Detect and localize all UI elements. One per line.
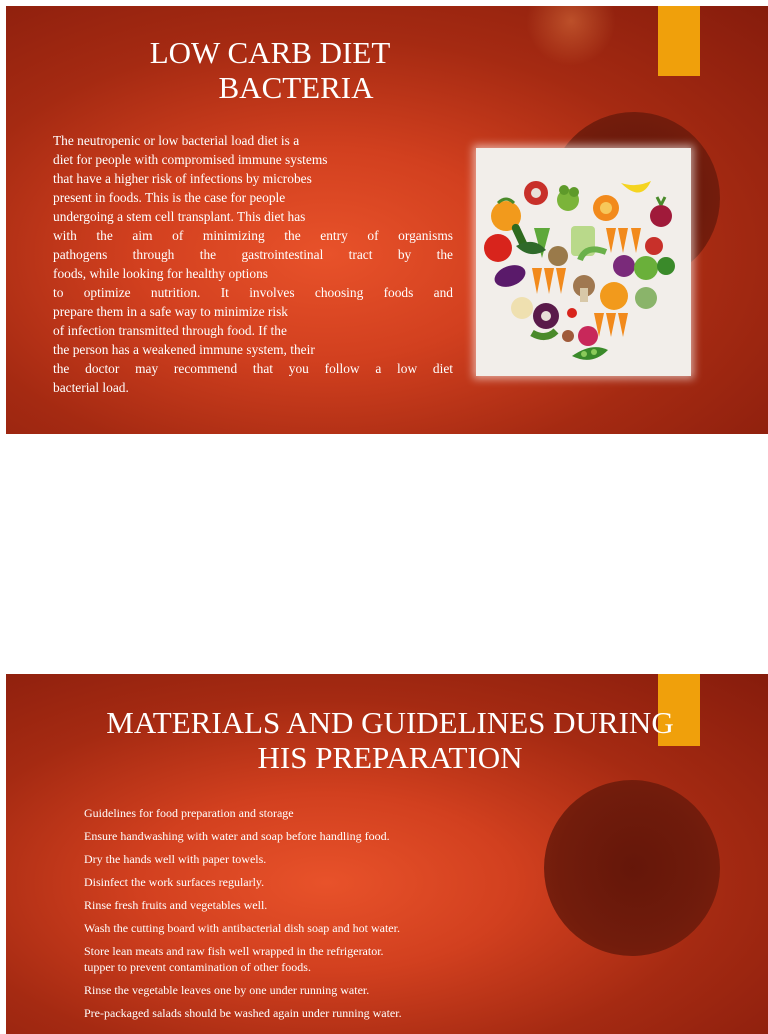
slide-1-title-line-2: BACTERIA (218, 69, 374, 105)
paragraph-line: The neutropenic or low bacterial load diet is a (53, 133, 300, 148)
guidelines-list (66, 806, 726, 1029)
paragraph-line: present in foods. This is the case for people (53, 190, 286, 205)
paragraph-line: undergoing a stem cell transplant. This diet has (53, 209, 306, 224)
slide-2-title-line-2: HIS PREPARATION (257, 739, 523, 775)
list-item: Rinse the vegetable leaves one by one under running water. (84, 982, 370, 997)
paragraph-line: bacterial load. (53, 380, 129, 395)
paragraph-line: prepare them in a safe way to minimize risk (53, 304, 288, 319)
slide-1-paragraph (53, 131, 453, 397)
accent-tab (658, 6, 700, 76)
paragraph-line: the doctor may recommend that you follow a low diet (53, 361, 453, 376)
paragraph-line: the person has a weakened immune system, their (53, 342, 315, 357)
list-item: Rinse fresh fruits and vegetables well. (84, 898, 268, 912)
vegetable-heart-icon (476, 148, 691, 376)
list-item: Disinfect the work surfaces regularly. (84, 875, 265, 889)
paragraph-line: that have a higher risk of infections by microbes (53, 171, 312, 186)
slide-1-title-line-1: LOW CARB DIET (149, 35, 391, 70)
list-item: Dry the hands well with paper towels. (84, 852, 267, 866)
paragraph-line: to optimize nutrition. It involves choosing foods and (53, 285, 453, 300)
paragraph-line: diet for people with compromised immune systems (53, 152, 328, 167)
list-item: Wash the cutting board with antibacterial dish soap and hot water. (84, 921, 400, 935)
paragraph-line: pathogens through the gastrointestinal tract by the (53, 247, 453, 262)
list-item: Guidelines for food preparation and storage (84, 806, 294, 820)
paragraph-line: foods, while looking for healthy options (53, 266, 268, 281)
slide-2-title-line-1: MATERIALS AND GUIDELINES DURING (106, 705, 674, 740)
vegetable-heart-image (476, 148, 691, 376)
paragraph-line: of infection transmitted through food. If the (53, 323, 287, 338)
list-item: Ensure handwashing with water and soap before handling food. (84, 829, 390, 843)
paragraph-line: with the aim of minimizing the entry of organisms (53, 228, 453, 243)
background-glow (526, 6, 616, 66)
slide-2-title (40, 706, 740, 775)
list-item: Pre-packaged salads should be washed again under running water. (84, 1005, 402, 1020)
slide-1-title (130, 36, 410, 105)
list-item: Store lean meats and raw fish well wrapped in the refrigerator. tupper to prevent contamination of other foods. (84, 944, 384, 974)
